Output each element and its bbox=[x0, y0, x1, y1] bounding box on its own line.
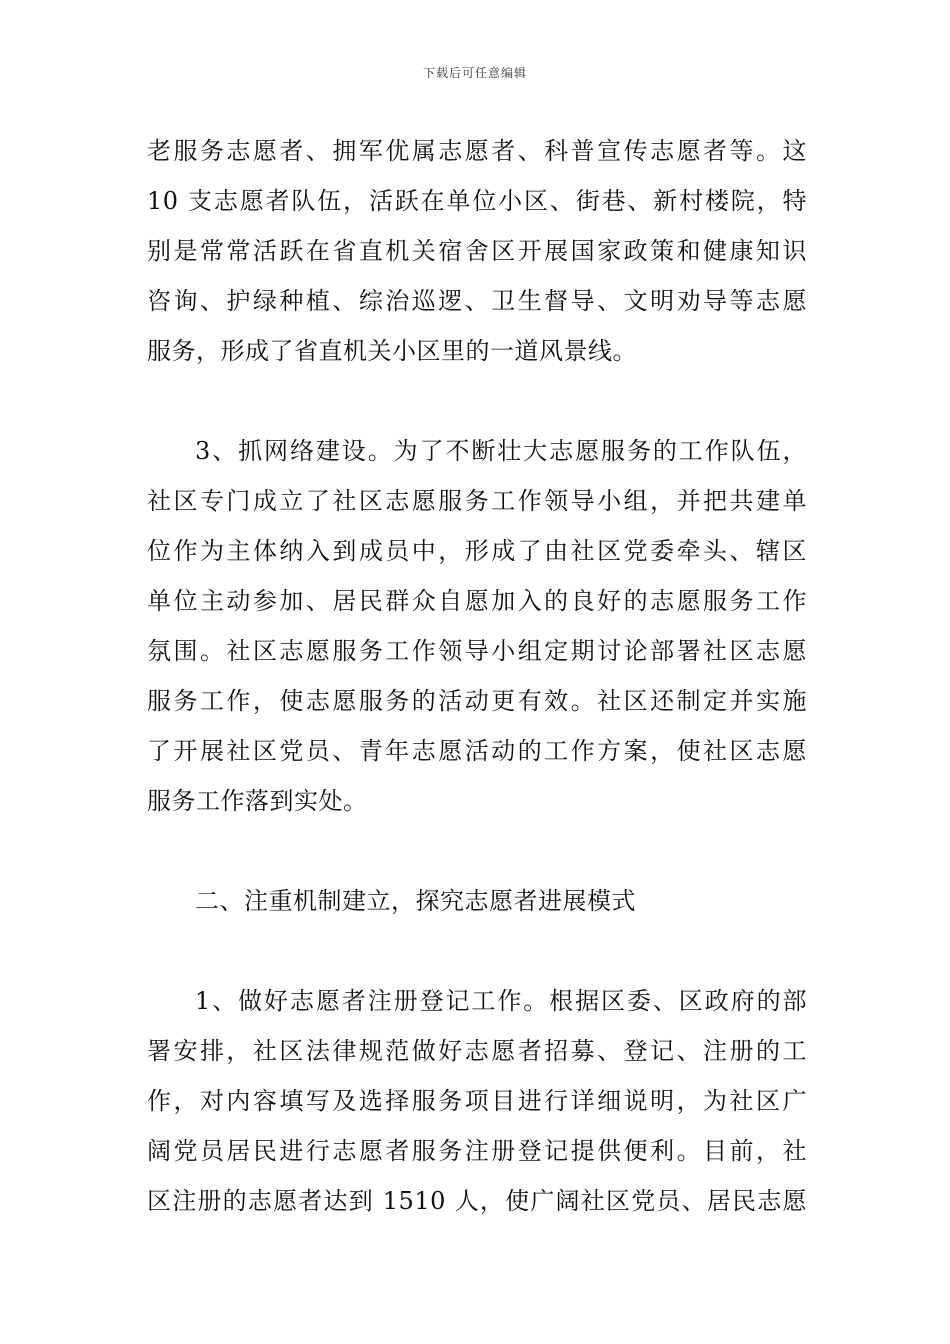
section-heading: 二、注重机制建立，探究志愿者进展模式 bbox=[195, 887, 636, 915]
text-line: 服务工作落到实处。 bbox=[147, 787, 368, 815]
text-line: 位作为主体纳入到成员中，形成了由社区党委牵头、辖区 bbox=[147, 537, 807, 565]
paragraph-registration bbox=[147, 976, 807, 1226]
paragraph-volunteer-teams bbox=[147, 126, 807, 376]
text-line: 别是常常活跃在省直机关宿舍区开展国家政策和健康知识 bbox=[147, 237, 807, 265]
text-line: 社区专门成立了社区志愿服务工作领导小组，并把共建单 bbox=[147, 487, 807, 515]
text-line: 区注册的志愿者达到 1510 人，使广阔社区党员、居民志愿 bbox=[147, 1187, 807, 1215]
paragraph-gap bbox=[147, 376, 807, 426]
text-line: 老服务志愿者、拥军优属志愿者、科普宣传志愿者等。这 bbox=[147, 137, 807, 165]
text-line: 10 支志愿者队伍，活跃在单位小区、街巷、新村楼院，特 bbox=[147, 187, 807, 215]
text-line: 3、抓网络建设。为了不断壮大志愿服务的工作队伍， bbox=[195, 437, 807, 465]
paragraph-gap bbox=[147, 826, 807, 876]
text-line: 氛围。社区志愿服务工作领导小组定期讨论部署社区志愿 bbox=[147, 637, 807, 665]
text-line: 署安排，社区法律规范做好志愿者招募、登记、注册的工 bbox=[147, 1037, 807, 1065]
page-header-note: 下载后可任意编辑 bbox=[422, 66, 527, 80]
text-line: 咨询、护绿种植、综治巡逻、卫生督导、文明劝导等志愿 bbox=[147, 287, 807, 315]
text-line: 了开展社区党员、青年志愿活动的工作方案，使社区志愿 bbox=[147, 737, 807, 765]
text-line: 服务，形成了省直机关小区里的一道风景线。 bbox=[147, 337, 637, 365]
text-line: 服务工作，使志愿服务的活动更有效。社区还制定并实施 bbox=[147, 687, 807, 715]
document-body bbox=[147, 126, 807, 1226]
text-line: 1、做好志愿者注册登记工作。根据区委、区政府的部 bbox=[195, 987, 807, 1015]
section-heading-mechanism bbox=[147, 876, 807, 926]
paragraph-network-building bbox=[147, 426, 807, 826]
paragraph-gap bbox=[147, 926, 807, 976]
text-line: 单位主动参加、居民群众自愿加入的良好的志愿服务工作 bbox=[147, 587, 807, 615]
text-line: 阔党员居民进行志愿者服务注册登记提供便利。目前，社 bbox=[147, 1137, 807, 1165]
text-line: 作，对内容填写及选择服务项目进行详细说明，为社区广 bbox=[147, 1087, 807, 1115]
